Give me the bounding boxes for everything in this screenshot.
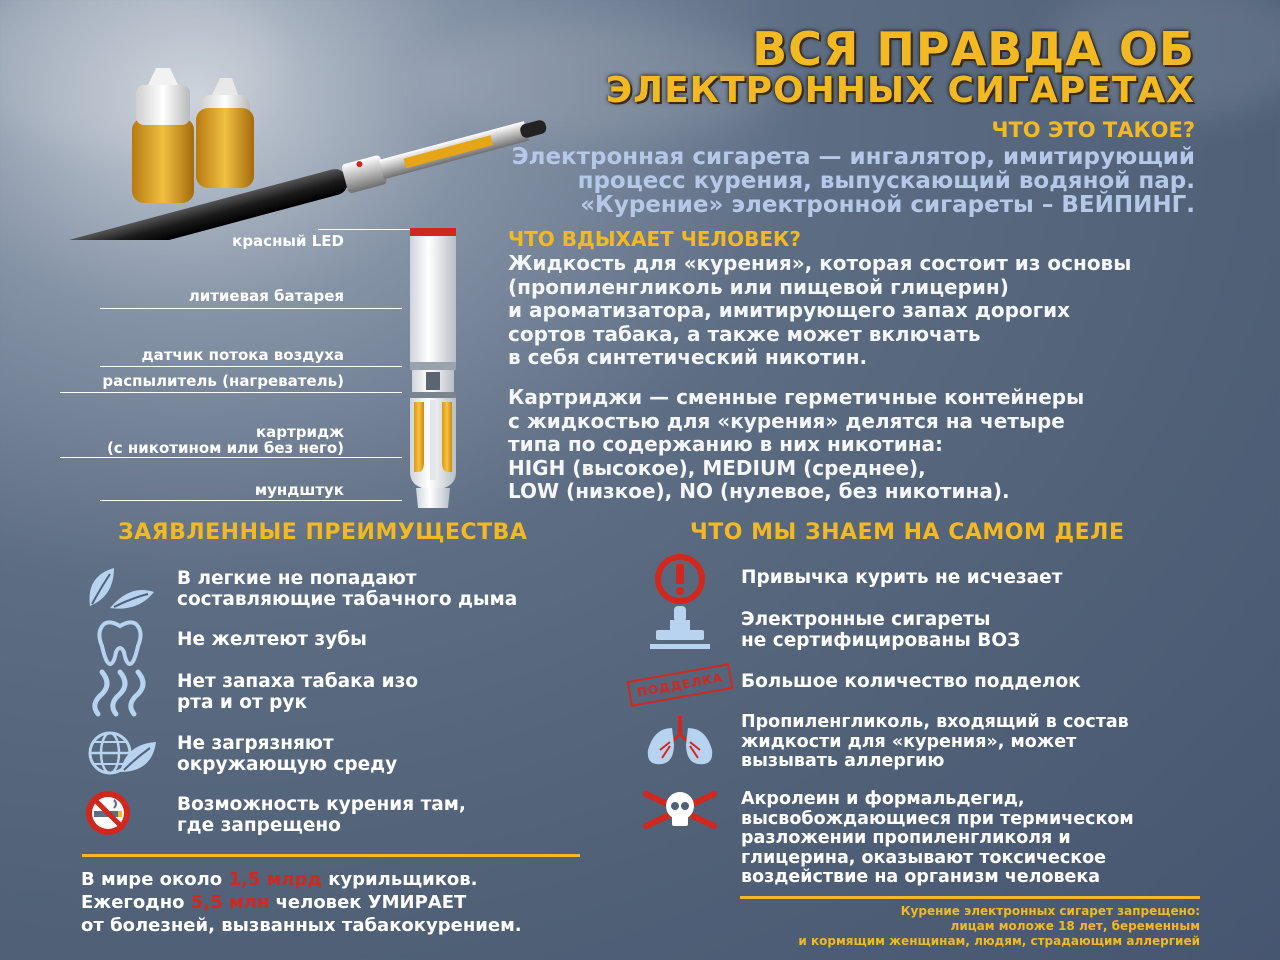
label-cartridge: картридж (с никотином или без него) — [106, 423, 344, 457]
claimed-heading: ЗАЯВЛЕННЫЕ ПРЕИМУЩЕСТВА — [118, 520, 528, 545]
tooth-icon — [80, 618, 160, 668]
leaf-icon — [80, 562, 160, 612]
cartridges-text: Картриджи — сменные герметичные контейнеры с жидкостью для «курения» делятся на четыре типа по содержанию в них никотина: HIGH (высокое), MEDIUM (среднее), LOW (низкое), NO (нулевое, без никотина). — [508, 385, 1085, 503]
warning-icon — [640, 554, 720, 604]
divider-right — [740, 896, 1200, 899]
reality-item-2: Электронные сигареты не сертифицированы ВОЗ — [741, 609, 1021, 651]
what-is-heading: ЧТО ЭТО ТАКОЕ? — [991, 118, 1195, 142]
skull-icon — [640, 788, 720, 832]
reality-item-4: Пропиленгликоль, входящий в состав жидкости для «курения», может вызывать аллергию — [741, 712, 1129, 771]
prohibition-note: Курение электронных сигарет запрещено: лицам моложе 18 лет, беременным и кормящим женщинам, людям, страдающим аллергией — [798, 904, 1200, 948]
claimed-item-4: Не загрязняют окружающую среду — [177, 733, 398, 775]
lungs-icon — [640, 714, 720, 770]
line-sensor — [100, 366, 402, 367]
claimed-item-5: Возможность курения там, где запрещено — [177, 794, 466, 836]
reality-item-1: Привычка курить не исчезает — [741, 567, 1063, 588]
what-is-text: Электронная сигарета — ингалятор, имитирующий процесс курения, выпускающий водяной пар. «Курение» электронной сигареты – ВЕЙПИНГ. — [511, 144, 1195, 218]
reality-item-3: Большое количество подделок — [741, 671, 1081, 692]
reality-heading: ЧТО МЫ ЗНАЕМ НА САМОМ ДЕЛЕ — [690, 520, 1125, 545]
label-mouthpiece: мундштук — [254, 481, 344, 499]
inhale-heading: ЧТО ВДЫХАЕТ ЧЕЛОВЕК? — [508, 227, 802, 251]
label-sensor: датчик потока воздуха — [141, 346, 344, 364]
claimed-item-1: В легкие не попадают составляющие табачного дыма — [177, 568, 518, 610]
line-atomizer — [60, 392, 402, 393]
line-mouthpiece — [100, 500, 402, 501]
claimed-item-3: Нет запаха табака изо рта и от рук — [177, 671, 419, 713]
inhale-text: Жидкость для «курения», которая состоит из основы (пропиленгликоль или пищевой глицерин) и ароматизатора, имитирующего запах дорогих сортов табака, а также может включать в себя синтетический никотин. — [508, 251, 1132, 369]
smokers-statistics: В мире около 1,5 млрд курильщиков. Ежегодно 5,5 млн человек УМИРАЕТ от болезней, вызванных табакокурением. — [81, 869, 522, 936]
no-smoking-icon — [80, 788, 160, 838]
line-led — [318, 229, 410, 230]
divider-left — [82, 854, 580, 857]
line-battery — [100, 308, 402, 309]
fake-stamp-icon: ПОДДЕЛКА — [627, 663, 734, 707]
label-atomizer: распылитель (нагреватель) — [102, 372, 344, 390]
line-cartridge — [60, 457, 402, 458]
page-subtitle: ЭЛЕКТРОННЫХ СИГАРЕТАХ — [605, 70, 1195, 111]
device-diagram — [400, 222, 470, 512]
globe-leaf-icon — [80, 728, 160, 778]
page-title: ВСЯ ПРАВДА ОБ — [752, 22, 1195, 76]
label-battery: литиевая батарея — [188, 287, 344, 305]
reality-item-5: Акролеин и формальдегид, высвобождающиеся при термическом разложении пропиленгликоля и глицерина, оказывают токсическое воздействие на организм человека — [741, 789, 1134, 887]
stamp-icon — [640, 604, 720, 654]
label-led: красный LED — [232, 232, 344, 250]
claimed-item-2: Не желтеют зубы — [177, 629, 367, 650]
odor-icon — [80, 668, 160, 718]
